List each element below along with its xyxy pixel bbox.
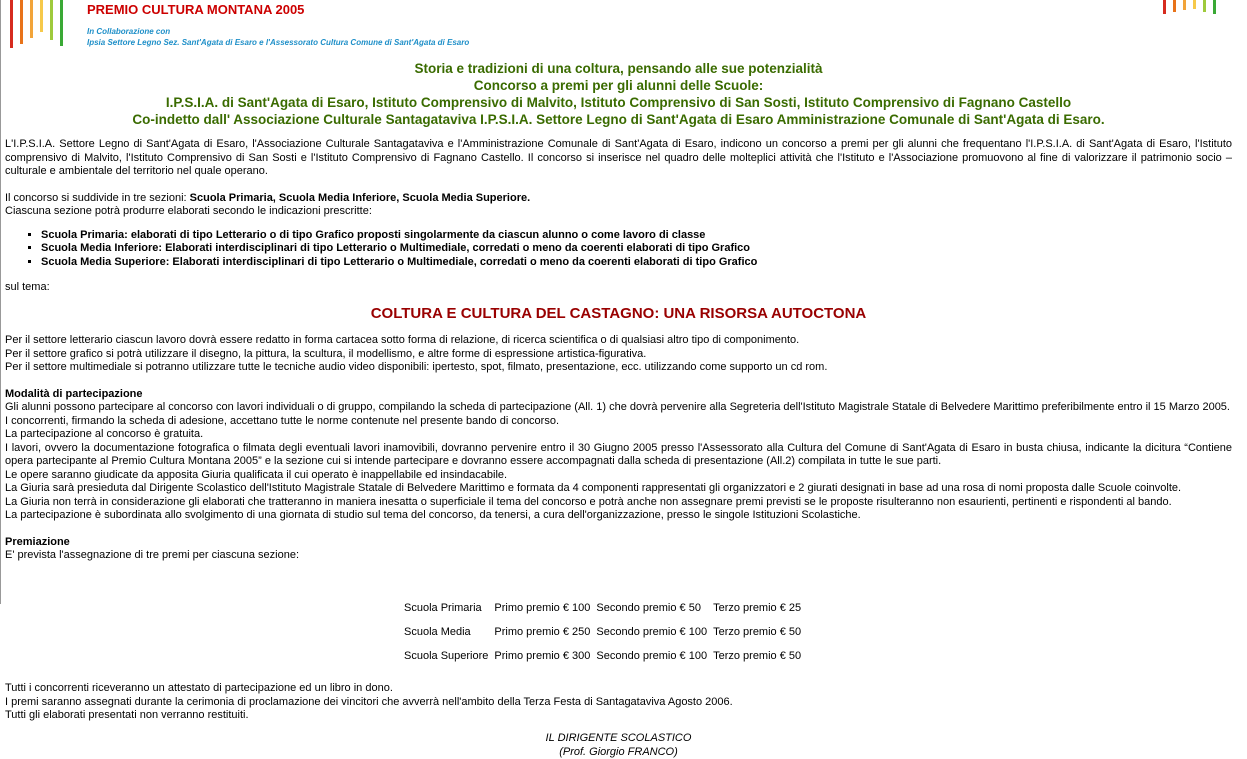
prizes-title — [5, 536, 1232, 550]
participation-paragraph: La partecipazione al concorso è gratuita. — [5, 428, 204, 440]
table-cell: Primo premio € 250 — [494, 626, 591, 638]
color-bar — [1213, 0, 1216, 14]
color-bar — [1163, 0, 1166, 14]
participation-title-text: Modalità di partecipazione — [5, 387, 143, 400]
collaboration-note — [87, 26, 469, 48]
closing-notes — [5, 682, 733, 723]
heading-line: Co-indetto dall' Associazione Culturale Santagataviva I.P.S.I.A. Settore Legno di Sant'Agata di Esaro Amministrazione Comunale di Sant'Agata di Esaro. — [132, 112, 1105, 127]
closing-line: Tutti gli elaborati presentati non verranno restituiti. — [5, 709, 249, 721]
list-item: ▪ Scuola Media Inferiore: Elaborati interdisciplinari di tipo Letterario o Multimediale, corredati o meno da coerenti elaborati di tipo Grafico — [41, 242, 1232, 256]
table-row — [404, 620, 801, 644]
signature-block — [0, 732, 1237, 759]
table-row — [404, 644, 801, 668]
prizes-intro: E' prevista l'assegnazione di tre premi per ciascuna sezione: — [5, 549, 300, 561]
closing-line: I premi saranno assegnati durante la cerimonia di proclamazione dei vincitori che avverrà nell'ambito della Terza Festa di Santagataviva Agosto 2006. — [5, 695, 733, 708]
heading-line: I.P.S.I.A. di Sant'Agata di Esaro, Istituto Comprensivo di Malvito, Istituto Comprensivo di San Sosti, Istituto Comprensivo di Fagnano Castello — [165, 95, 1072, 110]
table-cell: Secondo premio € 50 — [596, 602, 701, 614]
table-cell: Primo premio € 100 — [494, 602, 591, 614]
color-bar — [1173, 0, 1176, 12]
table-cell: Scuola Superiore — [404, 650, 489, 662]
rule-line: Per il settore multimediale si potranno utilizzare tutte le tecniche audio video disponibili: ipertesto, spot, filmato, presentazione, ecc. utilizzando come supporto un cd rom. — [5, 361, 828, 373]
table-cell: Secondo premio € 100 — [596, 626, 708, 638]
color-bar — [60, 0, 63, 46]
table-cell: Scuola Media — [404, 626, 471, 638]
participation-paragraph: Gli alunni possono partecipare al concorso con lavori individuali o di gruppo, compilando la scheda di partecipazione (All. 1) che dovrà pervenire alla Segreteria dell'Istituto Magistrale Statale di Belvedere Marittimo preferibilmente entro il 15 Marzo 2005. — [5, 401, 1230, 413]
color-bar — [20, 0, 23, 44]
rule-line: Per il settore grafico si potrà utilizzare il disegno, la pittura, la scultura, il modellismo, e altre forme di espressione artistica-figurativa. — [5, 347, 647, 360]
participation-paragraph: La Giuria sarà presieduta dal Dirigente Scolastico dell'Istituto Magistrale Statale di Belvedere Marittimo e formata da 4 componenti rappresentati gli organizzatori e 2 giurati designati in base ad una rosa di nomi proposta dalle Scuole coinvolte. — [5, 482, 1182, 494]
page-title: PREMIO CULTURA MONTANA 2005 — [87, 2, 305, 17]
signature-role: IL DIRIGENTE SCOLASTICO — [545, 732, 692, 744]
table-cell: Terzo premio € 50 — [713, 626, 802, 638]
color-bar — [1193, 0, 1196, 9]
participation-title — [5, 388, 1232, 402]
heading-line: Concorso a premi per gli alunni delle Scuole: — [473, 78, 764, 93]
sections-note: Ciascuna sezione potrà produrre elaborati secondo le indicazioni prescritte: — [5, 205, 372, 217]
table-cell: Terzo premio € 25 — [713, 602, 802, 614]
sections-list-bold: Scuola Primaria, Scuola Media Inferiore, Scuola Media Superiore. — [189, 191, 531, 204]
participation-paragraph: Le opere saranno giudicate da apposita Giuria qualificata il cui operato è inappellabile ed insindacabile. — [5, 468, 508, 481]
collaboration-line-1: In Collaborazione con — [87, 27, 171, 36]
table-cell: Secondo premio € 100 — [596, 650, 708, 662]
table-cell: Terzo premio € 50 — [713, 650, 802, 662]
table-row — [404, 596, 801, 620]
color-bar — [1183, 0, 1186, 10]
table-cell: Scuola Primaria — [404, 602, 482, 614]
color-bar — [1203, 0, 1206, 12]
participation-paragraph: I lavori, ovvero la documentazione fotografica o filmata degli eventuali lavori inamovibili, dovranno pervenire entro il 30 Giugno 2005 presso l'Assessorato alla Cultura del Comune di Sant'Agata di Esaro in busta chiusa, indicante la dicitura “Contiene opera partecipante al Premio Cultura Montana 2005” e la sezione cui si intende partecipare e dovranno essere accompagnati dalla scheda di presentazione (All.2) compilata in tutte le sue parti. — [5, 441, 1232, 467]
main-content — [5, 138, 1232, 563]
participation-paragraph: La Giuria non terrà in considerazione gli elaborati che tratteranno in maniera inesatta o superficiale il tema del concorso e potrà anche non assegnare premi previsti se le proposte risulteranno non esaurienti, pertinenti e rispondenti al bando. — [5, 495, 1172, 508]
color-bar — [50, 0, 53, 40]
participation-paragraph: I concorrenti, firmando la scheda di adesione, accettano tutte le norme contenute nel presente bando di concorso. — [5, 414, 560, 427]
header-color-bars-right — [1163, 0, 1223, 48]
color-bar — [10, 0, 13, 48]
contest-headings — [0, 60, 1237, 128]
participation-paragraph: La partecipazione è subordinata allo svolgimento di una giornata di studio sul tema del concorso, da tenersi, a cura dell'organizzazione, presso le singole Istituzioni Scolastiche. — [5, 509, 861, 521]
color-bar — [40, 0, 43, 32]
sections-intro-text: Il concorso si suddivide in tre sezioni: — [5, 191, 190, 204]
color-bar — [30, 0, 33, 38]
theme-label: sul tema: — [5, 281, 50, 293]
collaboration-line-2: Ipsia Settore Legno Sez. Sant'Agata di Esaro e l'Assessorato Cultura Comune di Sant'Agata di Esaro — [87, 38, 470, 47]
list-item: ▪ Scuola Primaria: elaborati di tipo Letterario o di tipo Grafico proposti singolarmente da ciascun alunno o come lavoro di classe — [41, 229, 1232, 243]
heading-line: Storia e tradizioni di una coltura, pensando alle sue potenzialità — [414, 61, 823, 76]
prizes-table — [398, 596, 807, 668]
rule-line: Per il settore letterario ciascun lavoro dovrà essere redatto in forma cartacea sotto forma di relazione, di ricerca scientifica o di qualsiasi altro tipo di componimento. — [5, 334, 800, 346]
closing-line: Tutti i concorrenti riceveranno un attestato di partecipazione ed un libro in dono. — [5, 682, 393, 694]
theme-title: COLTURA E CULTURA DEL CASTAGNO: UNA RISORSA AUTOCTONA — [370, 304, 867, 322]
prizes-title-text: Premiazione — [5, 535, 70, 548]
sections-intro — [5, 192, 1232, 206]
list-item: ▪ Scuola Media Superiore: Elaborati interdisciplinari di tipo Letterario o Multimediale, corredati o meno da coerenti elaborati di tipo Grafico — [41, 256, 1232, 270]
sections-list — [5, 229, 1232, 270]
table-cell: Primo premio € 300 — [494, 650, 591, 662]
intro-paragraph: L'I.P.S.I.A. Settore Legno di Sant'Agata di Esaro, l'Associazione Culturale Santagataviva e l'Amministrazione Comunale di Sant'Agata di Esaro, indicono un concorso a premi per gli alunni che frequentano l'I.P.S.I.A. di Sant'Agata di Esaro, l'Istituto comprensivo di Malvito, l'Istituto Comprensivo di San Sosti e l'Istituto Comprensivo di Fagnano Castello. Il concorso si inserisce nel quadro delle molteplici attività che l'Istituto e l'Associazione promuovono al fine di valorizzare il patrimonio socio – culturale e ambientale del territorio nel quale operano. — [5, 138, 1232, 177]
signature-name: (Prof. Giorgio FRANCO) — [559, 745, 678, 758]
